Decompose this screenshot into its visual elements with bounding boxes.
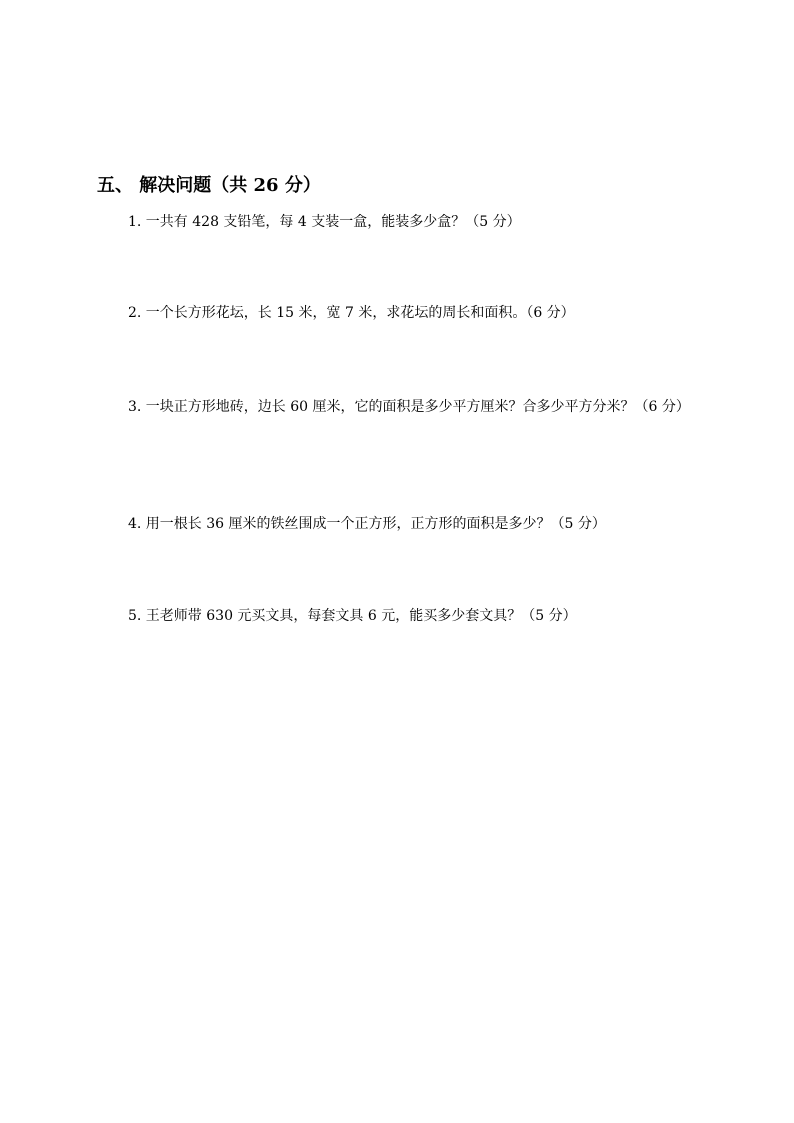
question-5: 5. 王老师带 630 元买文具，每套文具 6 元，能买多少套文具？（5 分）	[128, 608, 577, 624]
question-4: 4. 用一根长 36 厘米的铁丝围成一个正方形，正方形的面积是多少？（5 分）	[128, 516, 606, 532]
section-title: 五、 解决问题（共 26 分）	[97, 175, 321, 196]
question-2: 2. 一个长方形花坛，长 15 米，宽 7 米，求花坛的周长和面积。（6 分）	[128, 305, 575, 321]
question-3: 3. 一块正方形地砖，边长 60 厘米，它的面积是多少平方厘米？合多少平方分米？（6 分）	[128, 399, 690, 415]
question-1: 1. 一共有 428 支铅笔，每 4 支装一盒，能装多少盒？（5 分）	[128, 214, 521, 230]
